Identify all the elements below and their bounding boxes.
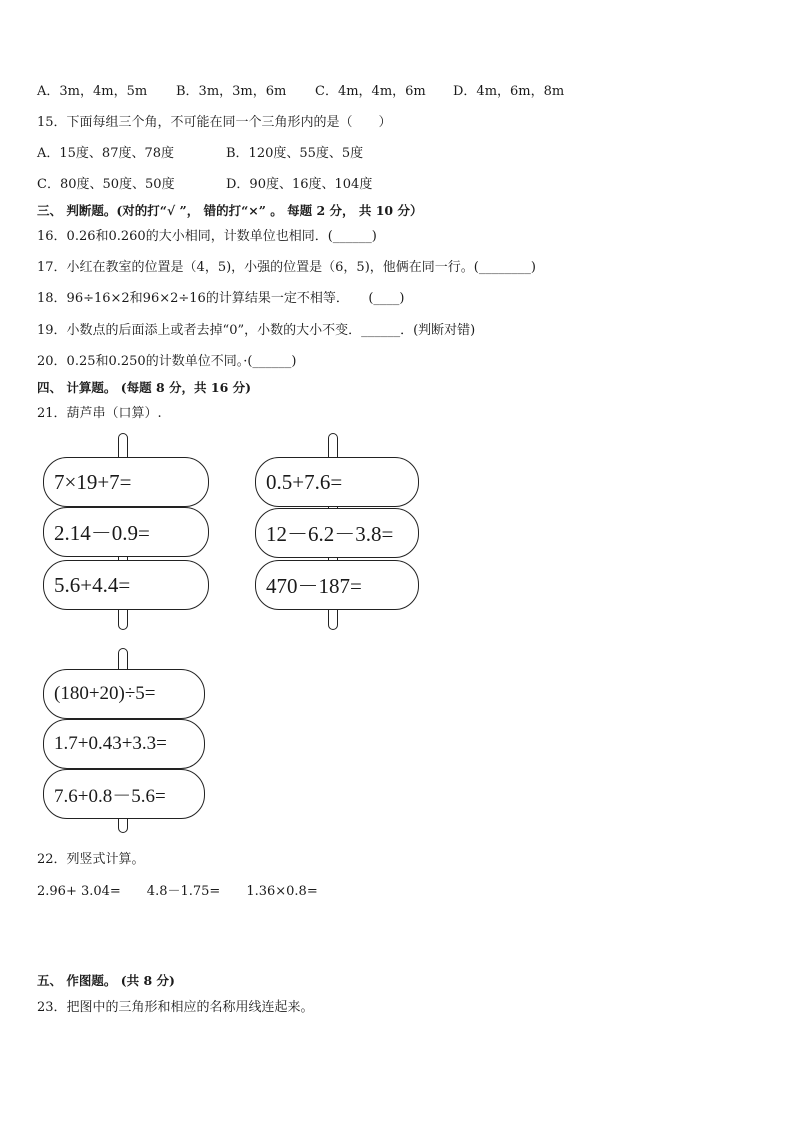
question-18: 18．96÷16×2和96×2÷16的计算结果一定不相等． (____) [37, 291, 405, 306]
section-4-heading: 四、 计算题。 (每题 8 分，共 16 分) [37, 380, 252, 395]
q15-option-b: B．120度、55度、5度 [226, 146, 364, 161]
skewer-2-bead-2: 12－6.2－3.8= [255, 508, 419, 558]
question-23: 23．把图中的三角形和相应的名称用线连起来。 [37, 1000, 314, 1015]
skewer-3-bead-2: 1.7+0.43+3.3= [43, 719, 205, 769]
q15-option-a: A．15度、87度、78度 [37, 146, 175, 161]
skewer-3-bead-3: 7.6+0.8－5.6= [43, 769, 205, 819]
skewer-1-bead-3: 5.6+4.4= [43, 560, 209, 610]
q14-option-d: D．4m，6m，8m [453, 84, 565, 99]
question-17: 17．小红在教室的位置是（4，5)，小强的位置是（6，5)，他俩在同一行。(________) [37, 260, 536, 275]
section-5-heading: 五、 作图题。 (共 8 分) [37, 973, 175, 988]
skewer-3-bead-1: (180+20)÷5= [43, 669, 205, 719]
skewer-1-bead-2: 2.14－0.9= [43, 507, 209, 557]
q14-option-c: C．4m，4m，6m [315, 84, 426, 99]
question-16: 16．0.26和0.260的大小相同，计数单位也相同．(______) [37, 229, 377, 244]
skewer-1-bead-1: 7×19+7= [43, 457, 209, 507]
section-3-heading: 三、 判断题。(对的打“√ ”， 错的打“×” 。 每题 2 分， 共 10 分） [37, 203, 423, 218]
q14-option-a: A．3m，4m，5m [37, 84, 148, 99]
q14-option-b: B．3m，3m，6m [176, 84, 287, 99]
q15-option-d: D．90度、16度、104度 [226, 177, 373, 192]
skewer-2-bead-1: 0.5+7.6= [255, 457, 419, 507]
question-22-items: 2.96+ 3.04= 4.8－1.75= 1.36×0.8= [37, 884, 318, 899]
question-21: 21．葫芦串（口算）. [37, 406, 162, 421]
question-20: 20．0.25和0.250的计数单位不同。·(______) [37, 354, 297, 369]
q15-option-c: C．80度、50度、50度 [37, 177, 175, 192]
question-19: 19．小数点的后面添上或者去掉“0”，小数的大小不变．______．(判断对错) [37, 323, 476, 338]
question-15: 15．下面每组三个角，不可能在同一个三角形内的是（ ） [37, 115, 392, 130]
skewer-2-bead-3: 470－187= [255, 560, 419, 610]
question-22: 22．列竖式计算。 [37, 852, 145, 867]
